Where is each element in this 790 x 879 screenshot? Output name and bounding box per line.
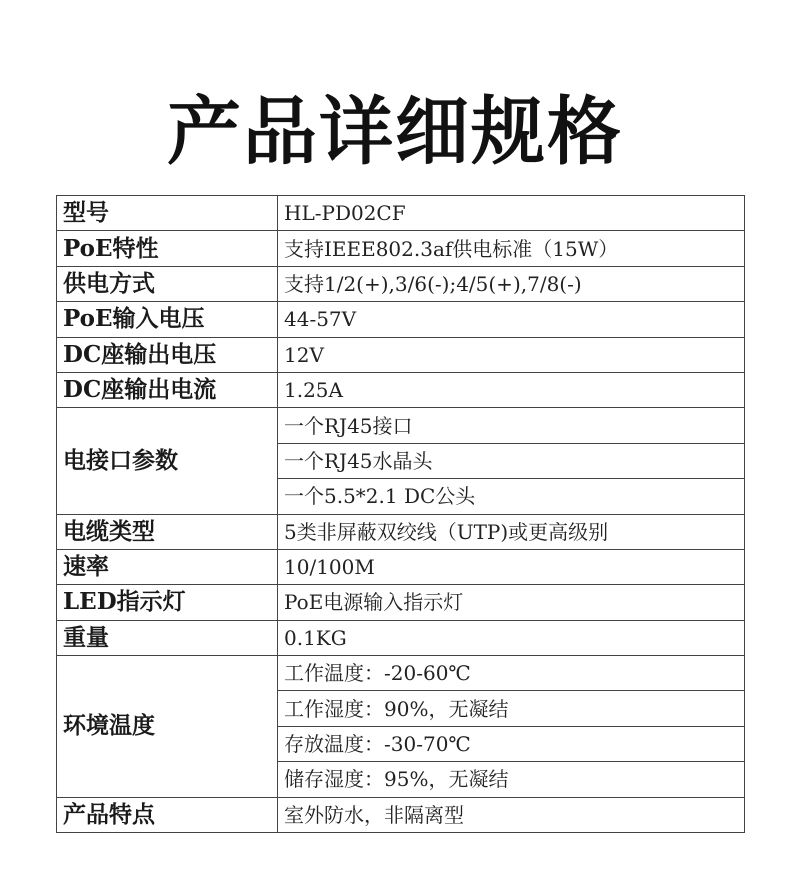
spec-value: 室外防水，非隔离型 <box>278 797 745 832</box>
spec-value: 10/100M <box>278 549 745 584</box>
spec-key: LED指示灯 <box>57 585 278 620</box>
spec-row <box>57 656 745 691</box>
spec-key: 电缆类型 <box>57 514 278 549</box>
spec-key: 重量 <box>57 620 278 655</box>
spec-value: 工作温度：-20-60℃ <box>278 656 745 691</box>
spec-key: PoE特性 <box>57 231 278 266</box>
spec-value: 支持IEEE802.3af供电标准（15W） <box>278 231 745 266</box>
spec-row <box>57 797 745 832</box>
spec-row <box>57 302 745 337</box>
spec-row <box>57 585 745 620</box>
spec-value: 44-57V <box>278 302 745 337</box>
spec-value: 1.25A <box>278 372 745 407</box>
spec-value: 工作湿度：90%，无凝结 <box>278 691 745 726</box>
spec-key: 产品特点 <box>57 797 278 832</box>
spec-row <box>57 549 745 584</box>
spec-table <box>56 195 745 833</box>
spec-key: DC座输出电流 <box>57 372 278 407</box>
spec-value: 12V <box>278 337 745 372</box>
spec-key: DC座输出电压 <box>57 337 278 372</box>
spec-value: 存放温度：-30-70℃ <box>278 726 745 761</box>
spec-value: 一个5.5*2.1 DC公头 <box>278 479 745 514</box>
spec-key: 型号 <box>57 196 278 231</box>
page-title: 产品详细规格 <box>167 89 623 175</box>
spec-row <box>57 266 745 301</box>
spec-key: 供电方式 <box>57 266 278 301</box>
spec-key: PoE输入电压 <box>57 302 278 337</box>
spec-row <box>57 196 745 231</box>
spec-value: PoE电源输入指示灯 <box>278 585 745 620</box>
spec-row <box>57 408 745 443</box>
spec-value: 储存湿度：95%，无凝结 <box>278 762 745 797</box>
spec-key: 环境温度 <box>57 656 278 798</box>
spec-row <box>57 231 745 266</box>
spec-row <box>57 620 745 655</box>
spec-row <box>57 337 745 372</box>
spec-value: 5类非屏蔽双绞线（UTP)或更高级别 <box>278 514 745 549</box>
spec-value: HL-PD02CF <box>278 196 745 231</box>
spec-value: 0.1KG <box>278 620 745 655</box>
spec-value: 一个RJ45接口 <box>278 408 745 443</box>
spec-row <box>57 514 745 549</box>
spec-value: 支持1/2(+),3/6(-);4/5(+),7/8(-) <box>278 266 745 301</box>
spec-key: 速率 <box>57 549 278 584</box>
spec-key: 电接口参数 <box>57 408 278 514</box>
spec-row <box>57 372 745 407</box>
spec-value: 一个RJ45水晶头 <box>278 443 745 478</box>
